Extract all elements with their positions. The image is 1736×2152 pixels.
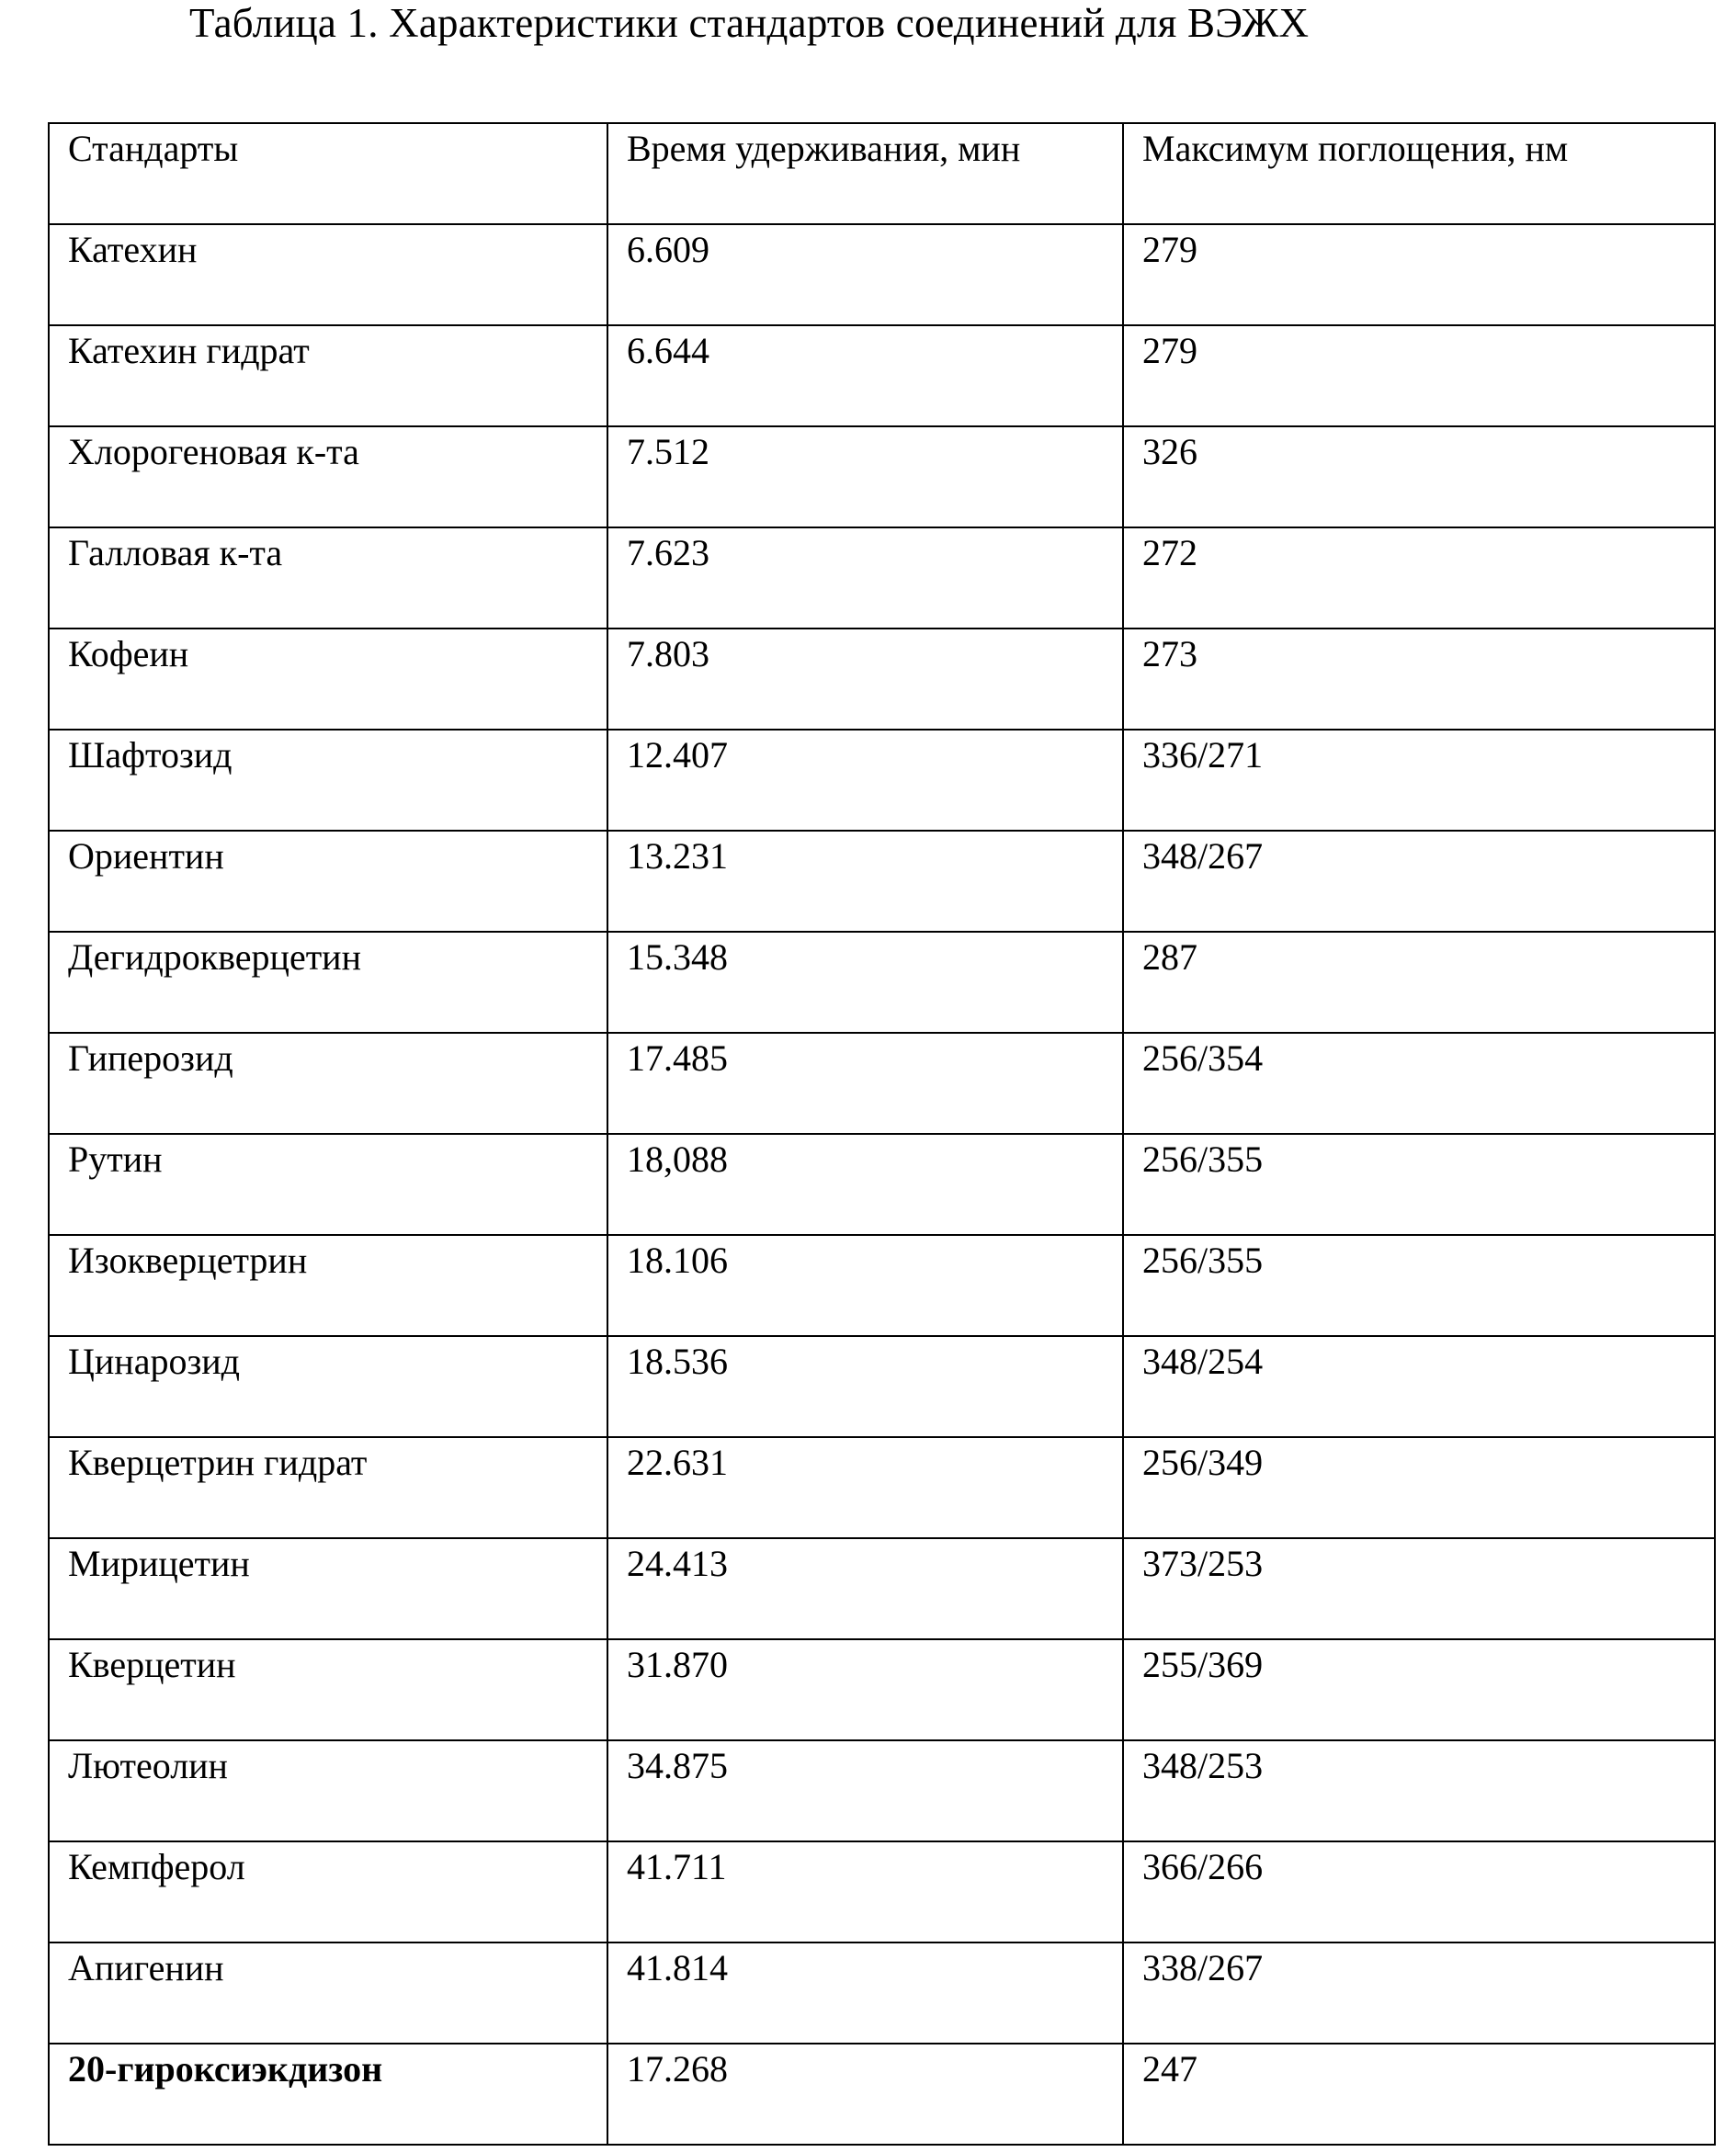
cell-standard: Лютеолин — [49, 1740, 607, 1841]
cell-absorption-max: 256/355 — [1123, 1235, 1715, 1336]
table-row — [49, 1639, 1715, 1740]
cell-absorption-max: 279 — [1123, 325, 1715, 426]
cell-standard: Кемпферол — [49, 1841, 607, 1942]
cell-absorption-max: 348/253 — [1123, 1740, 1715, 1841]
cell-absorption-max: 348/267 — [1123, 831, 1715, 932]
table-row — [49, 224, 1715, 325]
cell-absorption-max: 256/354 — [1123, 1033, 1715, 1134]
cell-retention-time: 12.407 — [607, 730, 1123, 831]
table-row — [49, 1336, 1715, 1437]
cell-absorption-max: 272 — [1123, 527, 1715, 629]
table-row — [49, 831, 1715, 932]
cell-standard: Кверцетин — [49, 1639, 607, 1740]
cell-retention-time: 17.268 — [607, 2044, 1123, 2145]
cell-retention-time: 18.106 — [607, 1235, 1123, 1336]
table-row — [49, 1437, 1715, 1538]
cell-standard: Катехин — [49, 224, 607, 325]
cell-retention-time: 31.870 — [607, 1639, 1123, 1740]
table-header-row — [49, 123, 1715, 224]
cell-standard: Гиперозид — [49, 1033, 607, 1134]
cell-retention-time: 6.644 — [607, 325, 1123, 426]
table-row — [49, 1033, 1715, 1134]
cell-standard: Шафтозид — [49, 730, 607, 831]
cell-absorption-max: 256/349 — [1123, 1437, 1715, 1538]
cell-standard: Катехин гидрат — [49, 325, 607, 426]
cell-absorption-max: 326 — [1123, 426, 1715, 527]
cell-retention-time: 7.512 — [607, 426, 1123, 527]
cell-standard: Мирицетин — [49, 1538, 607, 1639]
cell-standard: 20-гироксиэкдизон — [49, 2044, 607, 2145]
cell-standard: Хлорогеновая к-та — [49, 426, 607, 527]
cell-absorption-max: 348/254 — [1123, 1336, 1715, 1437]
header-absorption-max: Максимум поглощения, нм — [1123, 123, 1715, 224]
cell-standard: Дегидрокверцетин — [49, 932, 607, 1033]
cell-retention-time: 22.631 — [607, 1437, 1123, 1538]
cell-absorption-max: 247 — [1123, 2044, 1715, 2145]
table-row — [49, 426, 1715, 527]
cell-absorption-max: 256/355 — [1123, 1134, 1715, 1235]
table-row — [49, 1942, 1715, 2044]
cell-standard: Кверцетрин гидрат — [49, 1437, 607, 1538]
table-row — [49, 730, 1715, 831]
table-row — [49, 325, 1715, 426]
cell-retention-time: 17.485 — [607, 1033, 1123, 1134]
cell-absorption-max: 255/369 — [1123, 1639, 1715, 1740]
cell-retention-time: 6.609 — [607, 224, 1123, 325]
cell-absorption-max: 338/267 — [1123, 1942, 1715, 2044]
cell-absorption-max: 273 — [1123, 629, 1715, 730]
table-row — [49, 1841, 1715, 1942]
table-caption: Таблица 1. Характеристики стандартов соединений для ВЭЖХ — [189, 0, 1309, 46]
cell-retention-time: 41.711 — [607, 1841, 1123, 1942]
cell-retention-time: 15.348 — [607, 932, 1123, 1033]
cell-absorption-max: 336/271 — [1123, 730, 1715, 831]
table-row — [49, 527, 1715, 629]
cell-standard: Рутин — [49, 1134, 607, 1235]
cell-standard: Ориентин — [49, 831, 607, 932]
cell-standard: Галловая к-та — [49, 527, 607, 629]
cell-retention-time: 34.875 — [607, 1740, 1123, 1841]
cell-absorption-max: 366/266 — [1123, 1841, 1715, 1942]
cell-standard: Кофеин — [49, 629, 607, 730]
cell-standard: Цинарозид — [49, 1336, 607, 1437]
cell-retention-time: 7.803 — [607, 629, 1123, 730]
table-row — [49, 2044, 1715, 2145]
header-retention-time: Время удерживания, мин — [607, 123, 1123, 224]
cell-retention-time: 24.413 — [607, 1538, 1123, 1639]
cell-retention-time: 7.623 — [607, 527, 1123, 629]
table-row — [49, 1235, 1715, 1336]
table-row — [49, 1134, 1715, 1235]
table-row — [49, 1740, 1715, 1841]
table-row — [49, 1538, 1715, 1639]
cell-retention-time: 18,088 — [607, 1134, 1123, 1235]
cell-retention-time: 18.536 — [607, 1336, 1123, 1437]
table-row — [49, 932, 1715, 1033]
table-row — [49, 629, 1715, 730]
cell-absorption-max: 287 — [1123, 932, 1715, 1033]
table-body — [49, 224, 1715, 2145]
cell-standard: Изокверцетрин — [49, 1235, 607, 1336]
standards-table — [48, 122, 1716, 2146]
cell-absorption-max: 279 — [1123, 224, 1715, 325]
cell-retention-time: 41.814 — [607, 1942, 1123, 2044]
cell-absorption-max: 373/253 — [1123, 1538, 1715, 1639]
cell-retention-time: 13.231 — [607, 831, 1123, 932]
header-standards: Стандарты — [49, 123, 607, 224]
cell-standard: Апигенин — [49, 1942, 607, 2044]
